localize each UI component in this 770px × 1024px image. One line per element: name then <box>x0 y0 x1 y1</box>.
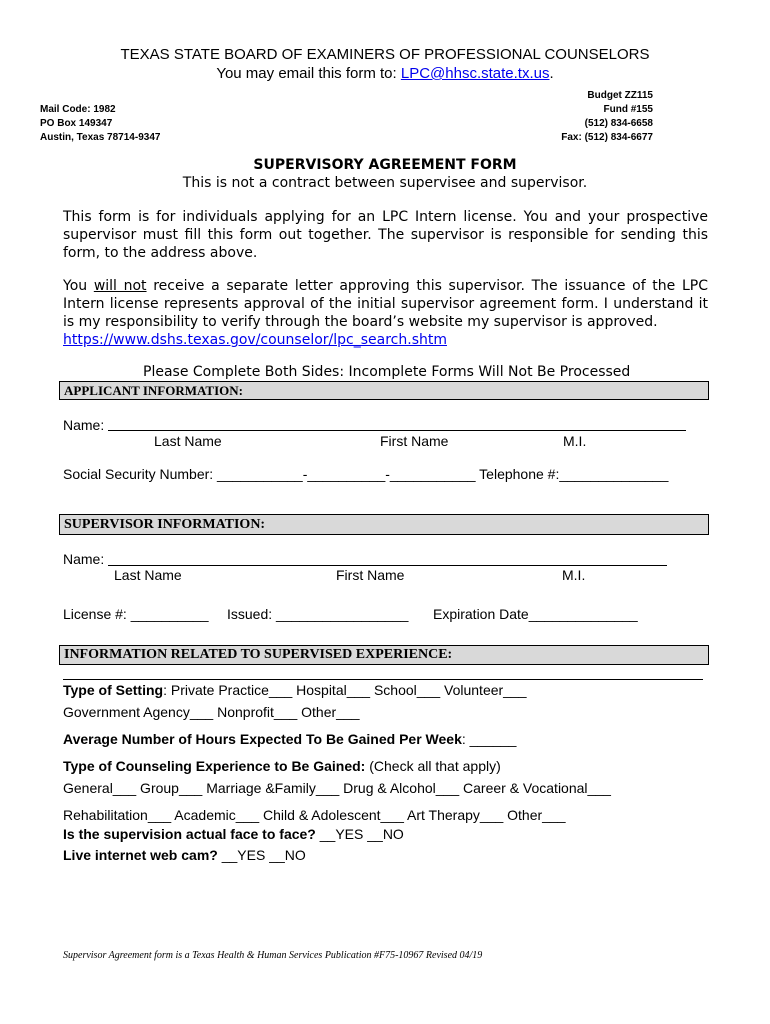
expiration-date-field[interactable]: Expiration Date______________ <box>433 606 638 622</box>
email-prefix: You may email this form to: <box>216 65 401 82</box>
applicant-mi-caption: M.I. <box>563 433 587 449</box>
lookup-url[interactable]: https://www.dshs.texas.gov/counselor/lpc_search.shtm <box>63 332 447 348</box>
face-options: __YES __NO <box>315 826 404 842</box>
experience-heading: INFORMATION RELATED TO SUPERVISED EXPERIENCE: <box>59 645 709 665</box>
supervisor-heading: SUPERVISOR INFORMATION: <box>59 514 709 535</box>
counseling-label: Type of Counseling Experience to Be Gained: <box>63 758 366 774</box>
applicant-last-name-caption: Last Name <box>154 433 222 449</box>
counseling-type-line <box>63 758 501 774</box>
setting-options-1: : Private Practice___ Hospital___ School___ Volunteer___ <box>163 682 527 698</box>
applicant-name-field[interactable] <box>108 430 686 431</box>
face-label: Is the supervision actual face to face? <box>63 826 316 842</box>
mail-code: Mail Code: 1982 <box>40 104 116 115</box>
applicant-name-label: Name: <box>63 417 105 433</box>
fund-number: Fund #155 <box>603 104 653 115</box>
budget-code: Budget ZZ115 <box>587 90 653 101</box>
hours-blank: : ______ <box>461 731 517 747</box>
issued-date-field[interactable]: Issued: _________________ <box>227 606 409 622</box>
intro-paragraph: This form is for individuals applying for an LPC Intern license. You and your prospective supervisor must fill this form out together. The supervisor is responsible for sending this form, to the address above. <box>63 209 708 261</box>
form-subtitle: This is not a contract between supervisee and supervisor. <box>182 175 588 191</box>
setting-line-1[interactable] <box>63 682 527 698</box>
email-link[interactable]: LPC@hhsc.state.tx.us <box>400 65 550 82</box>
license-number-field[interactable]: License #: __________ <box>63 606 209 622</box>
hours-line[interactable] <box>63 731 516 747</box>
counseling-options-2[interactable]: Rehabilitation___ Academic___ Child & Adolescent___ Art Therapy___ Other___ <box>63 807 566 823</box>
section-divider <box>63 679 703 680</box>
form-title: SUPERVISORY AGREEMENT FORM <box>253 157 517 173</box>
approval-text-a: You <box>63 278 94 294</box>
footer-publication: Supervisor Agreement form is a Texas Health & Human Services Publication #F75-10967 Revised 04/19 <box>63 950 483 961</box>
supervisor-mi-caption: M.I. <box>562 567 586 583</box>
fax-number: Fax: (512) 834-6677 <box>561 132 653 143</box>
email-line <box>0 65 770 82</box>
email-suffix: . <box>549 65 554 82</box>
supervisor-name-label: Name: <box>63 551 105 567</box>
mail-address <box>40 103 160 145</box>
phone-number: (512) 834-6658 <box>584 118 653 129</box>
webcam-line[interactable] <box>63 847 306 863</box>
approval-text-b: receive a separate letter approving this supervisor. The issuance of the LPC Intern license represents approval of the initial supervisor agreement form. I understand it is my responsibility to verify through the board’s website my supervisor is approved. <box>63 278 708 330</box>
setting-line-2[interactable]: Government Agency___ Nonprofit___ Other___ <box>63 704 360 720</box>
supervisor-first-name-caption: First Name <box>336 567 405 583</box>
face-to-face-line[interactable] <box>63 826 404 842</box>
agency-title: TEXAS STATE BOARD OF EXAMINERS OF PROFESSIONAL COUNSELORS <box>120 46 650 63</box>
webcam-options: __YES __NO <box>217 847 306 863</box>
approval-paragraph <box>63 277 708 349</box>
po-box: PO Box 149347 <box>40 118 113 129</box>
applicant-heading: APPLICANT INFORMATION: <box>59 381 709 400</box>
applicant-first-name-caption: First Name <box>380 433 449 449</box>
setting-label: Type of Setting <box>63 682 164 698</box>
supervisor-name-field[interactable] <box>108 565 667 566</box>
counseling-note: (Check all that apply) <box>365 758 501 774</box>
complete-both-sides: Please Complete Both Sides: Incomplete Forms Will Not Be Processed <box>143 364 631 380</box>
ssn-telephone-field[interactable]: Social Security Number: ___________-__________-___________ Telephone #:______________ <box>63 466 669 482</box>
webcam-label: Live internet web cam? <box>63 847 218 863</box>
supervisor-last-name-caption: Last Name <box>114 567 182 583</box>
hours-label: Average Number of Hours Expected To Be Gained Per Week <box>63 731 462 747</box>
city-line: Austin, Texas 78714-9347 <box>40 132 161 143</box>
budget-info <box>561 89 653 145</box>
counseling-options-1[interactable]: General___ Group___ Marriage &Family___ Drug & Alcohol___ Career & Vocational___ <box>63 780 611 796</box>
approval-text-underlined: will not <box>93 278 147 294</box>
